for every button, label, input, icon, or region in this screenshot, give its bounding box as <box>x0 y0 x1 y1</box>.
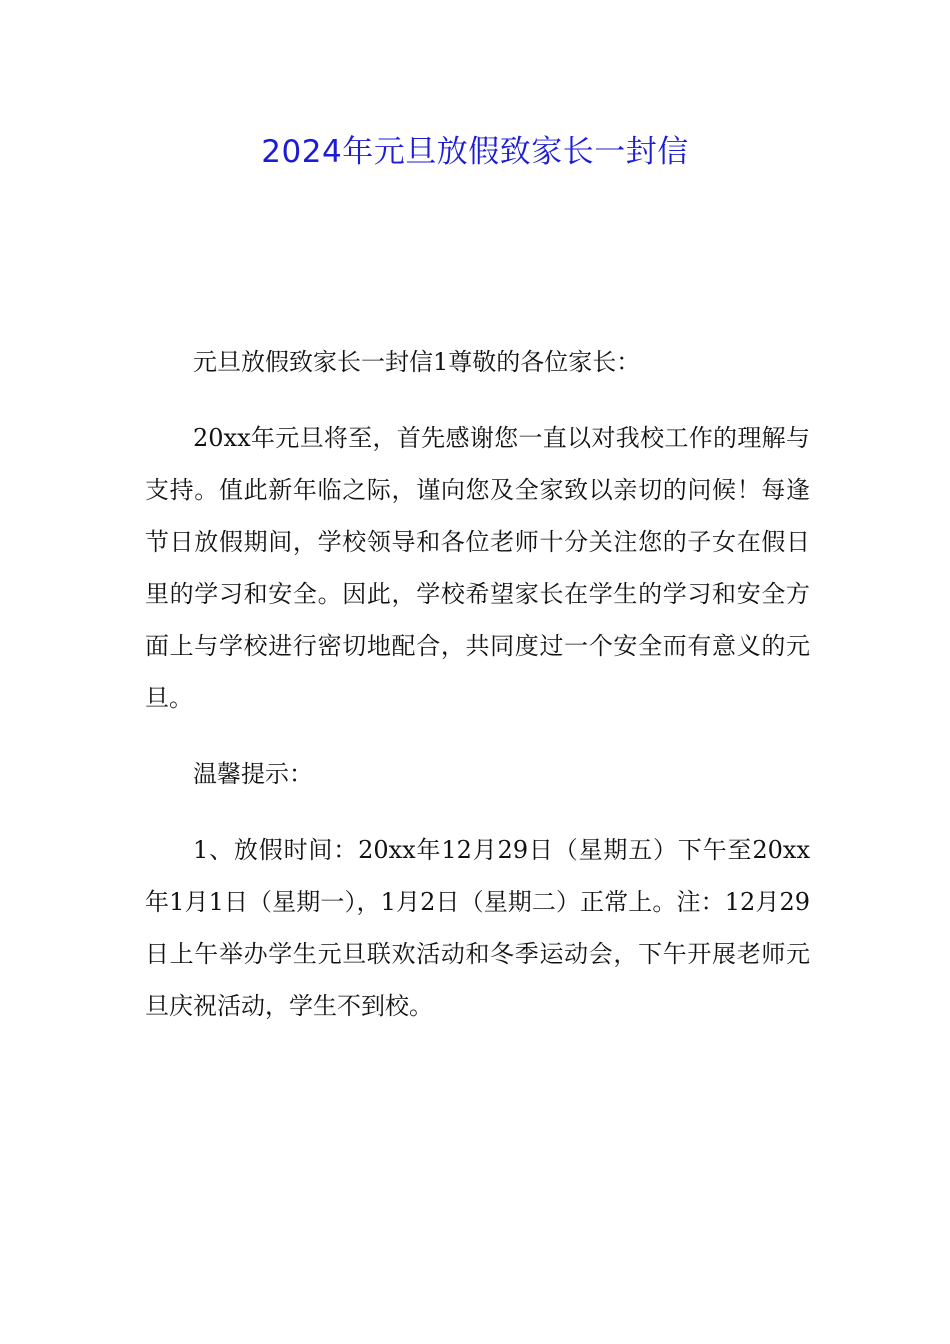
salutation-paragraph: 元旦放假致家长一封信1尊敬的各位家长： <box>193 348 641 376</box>
holiday-time-paragraph: 1、放假时间：20xx年12月29日（星期五）下午至20xx年1月1日（星期一），1月2日（星期二）正常上。注：12月29日上午举办学生元旦联欢活动和冬季运动会，下午开展老师元旦庆祝活动，学生不到校。 <box>145 836 810 1020</box>
document-title: 2024年元旦放假致家长一封信 <box>261 134 689 170</box>
intro-paragraph: 20xx年元旦将至，首先感谢您一直以对我校工作的理解与支持。值此新年临之际，谨向您及全家致以亲切的问候！每逢节日放假期间，学校领导和各位老师十分关注您的子女在假日里的学习和安全。因此，学校希望家长在学生的学习和安全方面上与学校进行密切地配合，共同度过一个安全而有意义的元旦。 <box>145 424 810 712</box>
document-body <box>145 336 810 1056</box>
tips-heading: 温馨提示： <box>193 760 313 788</box>
